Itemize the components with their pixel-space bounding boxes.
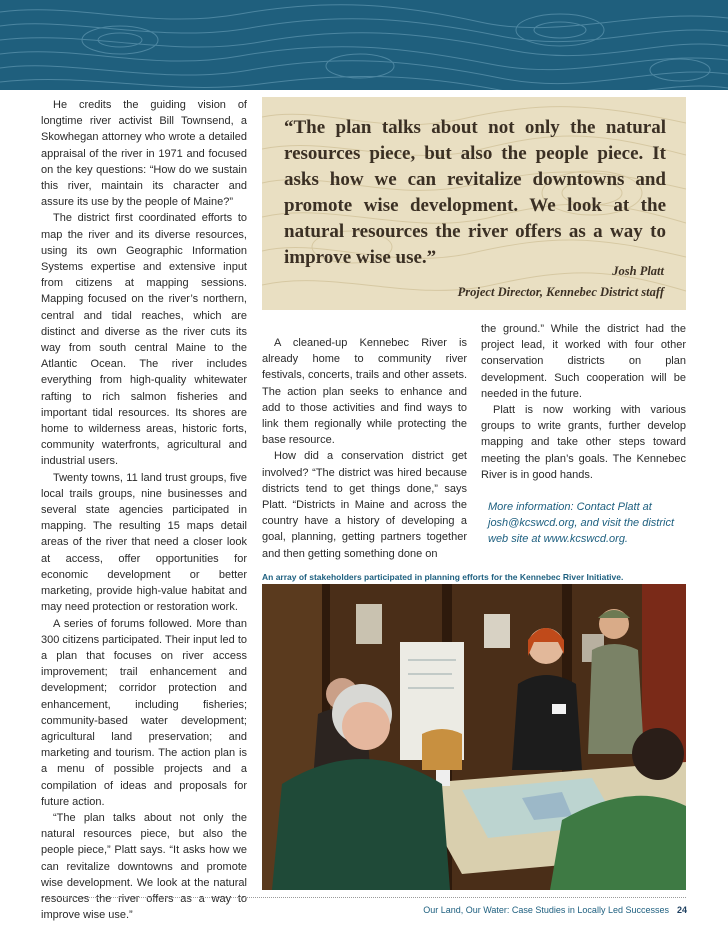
body-paragraph: Twenty towns, 11 land trust groups, five local trails groups, nine businesses and several state agencies participated in mapping. The resulting 15 maps detail areas of the river that need a closer look at access, offer opportunities for economic development or better marketing, provide high-value habitat and may need protection or restoration work. xyxy=(41,471,247,614)
body-paragraph: The district first coordinated efforts to map the river and its diverse resources, using its own Geographic Information Systems expertise and extensive input from citizens at mapping sessions. Mapping focused on the river’s northern, central and tidal reaches, which are distinct and diverse as the river cuts its way from south central Maine to the Atlantic Ocean. The river includes everything from high-quality whitewater rafting to rich salmon fisheries and important tidal resources. Its shores are home to wilderness areas, historic forts, community waterfronts, agricultural and industrial users. xyxy=(41,212,247,468)
body-paragraph: “The plan talks about not only the natural resources piece, but also the people piece,” Platt says. “It asks how we can revitalize downtowns and promote wise development. We look at the natural resources the river offers as a way to improve wise use.” xyxy=(41,811,247,922)
page-footer xyxy=(423,904,687,916)
body-paragraph: A cleaned-up Kennebec River is already home to community river festivals, concerts, trails and other assets. The action plan seeks to enhance and add to those activities and find ways to link them regionally while protecting the base resource. xyxy=(262,337,467,447)
photo-illustration xyxy=(262,584,686,890)
topographic-pattern xyxy=(0,0,728,90)
page-number: 24 xyxy=(676,905,687,915)
body-paragraph: A series of forums followed. More than 300 citizens participated. Their input led to a plan that focuses on river access improvement; trail enhancement and development; corridor protection and enhancement, including fisheries; community-based water development; agricultural land preservation; and marketing and tourism. The action plan is a menu of possible projects and a compilation of ideas and proposals for future action. xyxy=(41,617,247,808)
pull-quote-box xyxy=(262,97,686,310)
footer-divider xyxy=(41,897,686,898)
pull-quote-text: “The plan talks about not only the natural resources piece, but also the people piece. It asks how we can revitalize downtowns and promote wise development. We look at the natural resources the river offers as a way to improve wise use.” xyxy=(284,117,666,268)
quote-author-title: Project Director, Kennebec District staff xyxy=(457,285,664,299)
middle-column xyxy=(262,335,467,562)
right-column xyxy=(481,321,686,548)
body-paragraph: the ground.” While the district had the project lead, it worked with four other conservation districts on plan development. Such cooperation will be needed in the future. xyxy=(481,323,686,400)
quote-author: Josh Platt xyxy=(612,264,664,278)
pull-quote-attribution xyxy=(458,261,664,303)
more-information-note: More information: Contact Platt at josh@kcswcd.org, and visit the district web site at www.kcswcd.org. xyxy=(488,501,675,546)
publication-title: Our Land, Our Water: Case Studies in Locally Led Successes xyxy=(423,905,669,915)
photo-caption: An array of stakeholders participated in planning efforts for the Kennebec River Initiative. xyxy=(262,572,624,582)
meeting-photo xyxy=(262,584,686,890)
top-banner xyxy=(0,0,728,90)
body-paragraph: He credits the guiding vision of longtime river activist Bill Townsend, a Skowhegan attorney who wrote a detailed appraisal of the river in 1971 and focused on the key questions: “How do we sustain this river, maintain its character and assure its use by the people of Maine?” xyxy=(41,99,247,209)
left-column xyxy=(41,97,247,923)
body-paragraph: How did a conservation district get involved? “The district was hired because districts tend to get things done,” says Platt. “Districts in Maine and across the country have a history of developing a goal, planning, getting partners together and then getting something done on xyxy=(262,450,467,560)
body-paragraph: Platt is now working with various groups to write grants, further develop mapping and take other steps toward meeting the plan’s goals. The Kennebec River is in good hands. xyxy=(481,404,686,481)
